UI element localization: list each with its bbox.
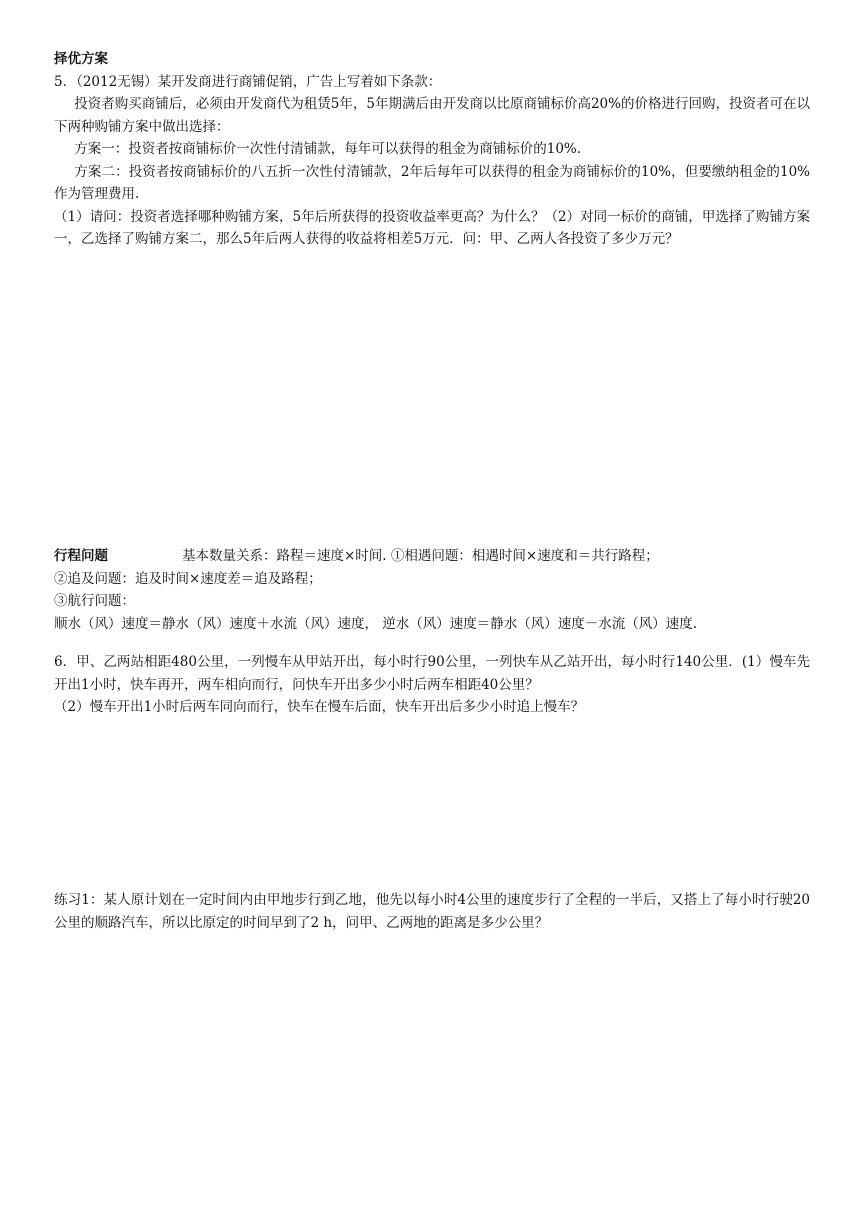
travel-heading-row — [54, 545, 810, 568]
problem-6-part2: （2）慢车开出1小时后两车同向而行，快车在慢车后面，快车开出后多少小时追上慢车？ — [54, 699, 585, 715]
problem-5-question: （1）请问：投资者选择哪种购铺方案，5年后所获得的投资收益率更高？为什么？（2）对同一标价的商铺，甲选择了购铺方案一，乙选择了购铺方案二，那么5年后两人获得的收益将相差5万元．问：甲、乙两人各投资了多少万元？ — [54, 208, 810, 247]
problem-5-line1: 投资者购买商铺后，必须由开发商代为租赁5年，5年期满后由开发商以比原商铺标价高20%的价格进行回购，投资者可在以下两种购铺方案中做出选择： — [54, 96, 810, 135]
problem-6 — [54, 651, 810, 719]
exercise-1 — [54, 889, 810, 934]
basic-relation: 基本数量关系：路程＝速度×时间. ①相遇问题：相遇时间×速度和＝共行路程； — [182, 548, 659, 564]
section-travel-problems — [54, 545, 810, 635]
sail-problem: ③航行问题： — [54, 593, 135, 609]
section-select-plan — [54, 48, 810, 251]
problem-6-part1: 6．甲、乙两站相距480公里，一列慢车从甲站开出，每小时行90公里，一列快车从乙站开出，每小时行140公里．(1）慢车先开出1小时，快车再开，两车相向而行，问快车开出多少小时后两车相距40公里？ — [54, 654, 810, 693]
section-heading: 行程问题 — [54, 548, 108, 564]
chase-problem: ②追及问题：追及时间×速度差＝追及路程； — [54, 570, 322, 587]
problem-5-title: 5．（2012无锡）某开发商进行商铺促销，广告上写着如下条款： — [54, 73, 442, 90]
problem-5-plan2: 方案二：投资者按商铺标价的八五折一次性付清铺款，2年后每年可以获得的租金为商铺标价的10%，但要缴纳租金的10%作为管理费用. — [54, 163, 810, 202]
problem-5-plan1: 方案一：投资者按商铺标价一次性付清铺款，每年可以获得的租金为商铺标价的10%. — [74, 141, 582, 157]
section-heading: 择优方案 — [54, 51, 108, 67]
sail-formula: 顺水（风）速度＝静水（风）速度＋水流（风）速度， 逆水（风）速度＝静水（风）速度－水流（风）速度. — [54, 615, 698, 632]
exercise-1-text: 练习1：某人原计划在一定时间内由甲地步行到乙地，他先以每小时4公里的速度步行了全程的一半后，又搭上了每小时行驶20公里的顺路汽车，所以比原定的时间早到了2 h，问甲、乙两地的距离是多少公里？ — [54, 892, 810, 931]
